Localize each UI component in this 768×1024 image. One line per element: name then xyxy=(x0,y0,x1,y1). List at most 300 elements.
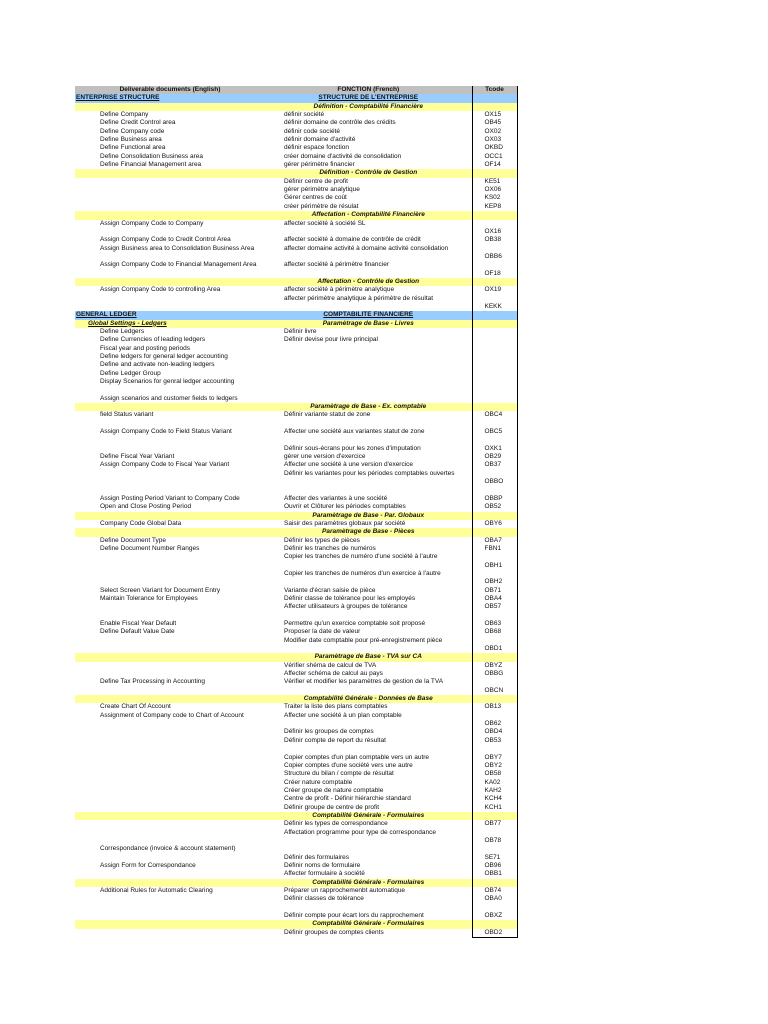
table-row xyxy=(75,854,517,862)
table-row xyxy=(75,912,517,920)
french-cell xyxy=(265,845,472,853)
table-row xyxy=(75,178,517,186)
english-cell xyxy=(75,854,265,862)
tcode-cell: KA02 xyxy=(472,779,517,787)
table-row xyxy=(75,420,517,428)
english-cell xyxy=(75,670,265,678)
english-cell: Additional Rules for Automatic Clearing xyxy=(100,887,213,894)
table-row xyxy=(75,795,517,803)
tcode-cell: OBBP xyxy=(472,495,517,503)
english-cell xyxy=(75,420,265,428)
tcode-cell: OBH2 xyxy=(472,570,517,587)
table-row xyxy=(75,603,517,611)
tcode-cell xyxy=(472,436,517,444)
french-cell: affecter périmètre analytique à périmètre de résultat xyxy=(284,294,434,302)
tcode-cell xyxy=(472,653,517,661)
french-cell: Définir les variantes pour les périodes comptables ouvertes xyxy=(284,469,455,477)
tcode-cell: OF18 xyxy=(472,261,517,278)
tcode-cell xyxy=(472,812,517,820)
tcode-cell: OX15 xyxy=(472,111,517,119)
french-cell: Comptabilité Générale - Formulaires xyxy=(265,879,472,887)
french-cell: Paramètrage de Base - Par. Globaux xyxy=(265,512,472,520)
french-cell: Créer groupe de nature comptable xyxy=(284,786,384,794)
table-row xyxy=(75,386,517,394)
french-cell: affecter domaine activité à domaine activité consolidation xyxy=(284,244,449,252)
tcode-cell: KEP8 xyxy=(472,203,517,211)
table-row xyxy=(75,203,517,211)
tcode-cell: OB62 xyxy=(472,712,517,729)
tcode-cell: KE51 xyxy=(472,178,517,186)
table-row xyxy=(75,820,517,828)
french-cell: gérer une version d'exercice xyxy=(284,453,366,461)
french-cell: Comptabilité Générale - Données de Base xyxy=(265,695,472,703)
french-cell: Copier comptes d'une société vers une autre xyxy=(284,761,413,769)
english-cell xyxy=(75,612,265,620)
table-row xyxy=(75,345,517,353)
tcode-cell: OBBG xyxy=(472,670,517,678)
english-cell xyxy=(75,895,265,903)
french-cell: définir domaine de contrôle des crédits xyxy=(284,119,396,127)
table-row xyxy=(75,804,517,812)
french-cell: Définir classes de tolérance xyxy=(284,895,364,903)
french-cell: Copier comptes d'un plan comptable vers un autre xyxy=(284,753,430,761)
table-row xyxy=(75,186,517,194)
french-cell: Affectation - Contrôle de Gestion xyxy=(265,278,472,286)
french-cell: Définition - Comptabilité Financière xyxy=(265,103,472,111)
table-row xyxy=(75,136,517,144)
english-cell: Assignment of Company code to Chart of Account xyxy=(100,711,244,719)
tcode-cell: OBY7 xyxy=(472,754,517,762)
french-cell: Structure du bilan / compte de résultat xyxy=(284,770,394,778)
table-row xyxy=(75,361,517,369)
english-cell: Assign scenarios and customer fields to ledgers xyxy=(100,394,238,402)
subsection-row xyxy=(75,528,517,536)
french-cell: Affecter une société à un plan comptable xyxy=(284,711,402,719)
table-row xyxy=(75,770,517,778)
english-cell: Fiscal year and posting periods xyxy=(100,344,190,352)
table-row xyxy=(75,754,517,762)
english-cell xyxy=(75,553,265,570)
french-cell: Définir les tranches de numéros xyxy=(284,544,376,552)
french-cell: Affecter des variantes à une société xyxy=(284,494,388,502)
tcode-cell: OKBD xyxy=(472,144,517,152)
english-cell: Assign Company Code to Field Status Variant xyxy=(100,428,232,436)
tcode-cell: OB78 xyxy=(472,829,517,846)
subsection-row xyxy=(75,320,517,328)
subsection-row xyxy=(75,211,517,219)
english-cell: Assign Company Code to Fiscal Year Variant xyxy=(100,461,230,469)
english-cell: Define Fiscal Year Variant xyxy=(100,453,175,461)
table-row xyxy=(75,286,517,294)
table-row xyxy=(75,929,517,938)
english-cell: Define and activate non-leading ledgers xyxy=(100,361,215,369)
french-cell: Proposer la date de valeur xyxy=(284,628,361,636)
english-cell: Company Code Global Data xyxy=(100,519,182,527)
french-cell: définir société xyxy=(284,111,325,119)
french-cell xyxy=(265,361,472,369)
tcode-cell: OB37 xyxy=(472,461,517,469)
french-cell: créer domaine d'activité de consolidation xyxy=(284,152,402,160)
english-cell xyxy=(75,754,265,762)
tcode-cell: OBXZ xyxy=(472,912,517,920)
french-cell: définir espace fonction xyxy=(284,144,350,152)
english-cell: Define Default Value Date xyxy=(100,628,175,636)
tcode-cell xyxy=(472,879,517,887)
english-cell: field Status variant xyxy=(100,411,154,419)
tcode-cell: SE71 xyxy=(472,854,517,862)
tcode-cell: OBYZ xyxy=(472,662,517,670)
french-cell: Ouvrir et Clôturer les périodes comptables xyxy=(284,503,406,511)
table-row xyxy=(75,411,517,419)
table-row xyxy=(75,678,517,695)
tcode-cell xyxy=(472,920,517,928)
tcode-cell: OB52 xyxy=(472,503,517,511)
english-cell: Select Screen Variant for Document Entry xyxy=(100,586,221,594)
french-cell: Comptabilité Générale - Formulaires xyxy=(265,920,472,928)
french-cell: Affecter utilisateurs à groupes de tolérance xyxy=(284,603,408,611)
table-row xyxy=(75,670,517,678)
table-header-row xyxy=(75,86,517,94)
french-cell: affecter société à domaine de contrôle de crédit xyxy=(284,236,421,244)
english-cell: Correspondance (invoice & account statement) xyxy=(100,845,236,853)
tcode-cell: OB53 xyxy=(472,737,517,745)
english-cell: Define Company code xyxy=(100,127,165,135)
french-cell: Préparer un rapprochemenbt automatique xyxy=(284,887,406,894)
english-cell xyxy=(75,762,265,770)
table-row xyxy=(75,570,517,587)
english-cell xyxy=(75,787,265,795)
table-row xyxy=(75,612,517,620)
english-cell xyxy=(75,637,265,654)
tcode-cell xyxy=(472,386,517,394)
tcode-cell xyxy=(472,311,517,319)
tcode-cell: OX03 xyxy=(472,136,517,144)
english-cell xyxy=(75,386,265,394)
tcode-cell: OB96 xyxy=(472,862,517,870)
table-row xyxy=(75,453,517,461)
french-cell: Définir compte de report du résultat xyxy=(284,736,386,744)
tcode-cell: OBA0 xyxy=(472,895,517,903)
english-cell xyxy=(75,295,265,312)
tcode-cell xyxy=(472,211,517,219)
tcode-cell xyxy=(472,695,517,703)
table-row xyxy=(75,445,517,453)
english-cell xyxy=(75,194,265,202)
tcode-cell: OX19 xyxy=(472,286,517,294)
table-row xyxy=(75,119,517,127)
table-row xyxy=(75,395,517,403)
tcode-cell xyxy=(472,370,517,378)
french-cell: affecter société à périmètre analytique xyxy=(284,286,395,294)
header-french: FONCTION (French) xyxy=(265,86,472,94)
french-cell: Définir livre xyxy=(284,327,317,335)
table-row xyxy=(75,503,517,511)
tcode-cell: OBCN xyxy=(472,678,517,695)
tcode-cell: OBB1 xyxy=(472,870,517,878)
english-cell: ENTERPRISE STRUCTURE xyxy=(75,94,265,102)
tcode-cell: KAH2 xyxy=(472,787,517,795)
table-row xyxy=(75,470,517,487)
tcode-cell: OBB6 xyxy=(472,245,517,262)
table-row xyxy=(75,762,517,770)
english-cell xyxy=(75,770,265,778)
tcode-cell xyxy=(472,528,517,536)
english-cell xyxy=(75,603,265,611)
english-cell: Assign Business area to Consolidation Business Area xyxy=(100,244,255,252)
english-cell xyxy=(75,653,265,661)
english-cell: Define Tax Processing in Accounting xyxy=(100,678,206,686)
french-cell: Paramètrage de Base - Livres xyxy=(265,320,472,328)
tcode-cell xyxy=(472,420,517,428)
table-row xyxy=(75,520,517,528)
english-cell: Define Consolidation Business area xyxy=(100,152,203,160)
english-cell xyxy=(75,829,265,846)
table-row xyxy=(75,779,517,787)
tcode-cell: KCH4 xyxy=(472,795,517,803)
french-cell: définir domaine d'activité xyxy=(284,136,356,144)
english-cell xyxy=(75,169,265,177)
table-row xyxy=(75,161,517,169)
tcode-cell: OB13 xyxy=(472,703,517,711)
table-row xyxy=(75,628,517,636)
tcode-cell xyxy=(472,361,517,369)
section-row xyxy=(75,94,517,102)
table-row xyxy=(75,144,517,152)
table-row xyxy=(75,128,517,136)
english-cell: Create Chart Of Account xyxy=(100,703,171,711)
subsection-row xyxy=(75,403,517,411)
header-tcode: Tcode xyxy=(472,86,517,94)
french-cell: définir code société xyxy=(284,127,341,135)
tcode-cell xyxy=(472,395,517,403)
french-cell: STRUCTURE DE L'ENTREPRISE xyxy=(265,94,472,102)
english-cell: Enable Fiscal Year Default xyxy=(100,620,177,627)
english-cell: Assign Form for Correspondance xyxy=(100,861,196,869)
english-cell xyxy=(75,695,265,703)
english-cell xyxy=(75,103,265,111)
french-cell: gérer périmètre financier xyxy=(284,161,355,169)
table-row xyxy=(75,587,517,595)
table-row xyxy=(75,887,517,895)
tcode-cell xyxy=(472,378,517,386)
french-cell: Définir compte pour écart lors du rapprochement xyxy=(284,912,424,920)
tcode-cell xyxy=(472,845,517,853)
english-cell xyxy=(75,403,265,411)
tcode-cell: OB74 xyxy=(472,887,517,895)
tcode-cell: KEKK xyxy=(472,295,517,312)
english-cell xyxy=(75,186,265,194)
english-cell xyxy=(75,920,265,928)
tcode-cell xyxy=(472,320,517,328)
english-cell xyxy=(75,211,265,219)
tcode-cell: OBD4 xyxy=(472,728,517,736)
english-cell: Define Financial Management area xyxy=(100,161,202,169)
subsection-row xyxy=(75,812,517,820)
french-cell xyxy=(265,487,472,495)
tcode-cell: OBD2 xyxy=(472,929,517,938)
french-cell xyxy=(265,395,472,403)
english-cell xyxy=(75,879,265,887)
english-cell xyxy=(75,737,265,745)
table-row xyxy=(75,845,517,853)
tcode-cell xyxy=(472,278,517,286)
tcode-cell: OB63 xyxy=(472,620,517,628)
french-cell: Définir groupes de comptes clients xyxy=(284,928,384,936)
french-cell xyxy=(265,904,472,912)
table-row xyxy=(75,728,517,736)
tcode-cell: OBA7 xyxy=(472,537,517,545)
english-cell: Define Credit Control area xyxy=(100,119,176,127)
english-cell: Define Ledger Group xyxy=(100,369,161,377)
table-row xyxy=(75,495,517,503)
french-cell xyxy=(265,612,472,620)
french-cell: affecter société à société SL xyxy=(284,219,366,227)
tcode-cell: FBN1 xyxy=(472,545,517,553)
french-cell: Modifier date comptable pour pré-enregistrement pièce xyxy=(284,636,443,644)
table-row xyxy=(75,378,517,386)
english-cell xyxy=(75,278,265,286)
french-cell: Définir devise pour livre principal xyxy=(284,336,378,344)
table-row xyxy=(75,295,517,312)
english-cell: Display Scenarios for genral ledger accounting xyxy=(100,378,235,386)
english-cell xyxy=(75,804,265,812)
english-cell: Define ledgers for general ledger accounting xyxy=(100,353,228,360)
french-cell: COMPTABILITE FINANCIERE xyxy=(265,311,472,319)
english-cell: Define Business area xyxy=(100,136,162,144)
table-row xyxy=(75,904,517,912)
tcode-cell: OB58 xyxy=(472,770,517,778)
french-cell xyxy=(265,353,472,361)
tcode-cell xyxy=(472,328,517,336)
english-cell xyxy=(75,745,265,753)
french-cell: Copier les tranches de numéro d'une société à l'autre xyxy=(284,553,438,561)
tcode-cell xyxy=(472,94,517,102)
tcode-cell: OB38 xyxy=(472,236,517,244)
french-cell: Paramètrage de Base - TVA sur CA xyxy=(265,653,472,661)
tcode-cell xyxy=(472,169,517,177)
tcode-cell xyxy=(472,745,517,753)
table-row xyxy=(75,353,517,361)
french-cell: gérer périmètre analytique xyxy=(284,186,360,194)
tcode-cell: OBBO xyxy=(472,470,517,487)
tcode-cell: OXK1 xyxy=(472,445,517,453)
french-cell: affecter société à périmètre financier xyxy=(284,261,390,269)
tcode-cell: OBA4 xyxy=(472,595,517,603)
french-cell: Définir des formulaires xyxy=(284,853,350,861)
tcode-cell xyxy=(472,345,517,353)
french-cell xyxy=(265,436,472,444)
english-cell: Define Functional area xyxy=(100,144,166,152)
tcode-cell: OBH1 xyxy=(472,553,517,570)
table-row xyxy=(75,829,517,846)
english-cell: Global Settings - Ledgers xyxy=(75,320,265,328)
table-row xyxy=(75,620,517,628)
english-cell xyxy=(75,470,265,487)
french-cell: Saisir des paramètres globaux par société xyxy=(284,519,406,527)
subsection-row xyxy=(75,169,517,177)
english-cell: Assign Company Code to Financial Management Area xyxy=(100,261,257,269)
french-cell: Vérifier et modifier les paramètres de gestion de la TVA xyxy=(284,678,444,686)
tcode-cell xyxy=(472,103,517,111)
table-row xyxy=(75,153,517,161)
french-cell: Définition - Contrôle de Gestion xyxy=(265,169,472,177)
english-cell xyxy=(75,728,265,736)
tcode-table xyxy=(75,86,518,938)
tcode-cell: OB45 xyxy=(472,119,517,127)
table-row xyxy=(75,637,517,654)
english-cell xyxy=(75,779,265,787)
tcode-cell xyxy=(472,612,517,620)
tcode-cell: OBC4 xyxy=(472,411,517,419)
english-cell xyxy=(75,820,265,828)
subsection-row xyxy=(75,879,517,887)
table-row xyxy=(75,461,517,469)
french-cell xyxy=(265,420,472,428)
english-cell xyxy=(75,203,265,211)
tcode-cell: KS02 xyxy=(472,194,517,202)
french-cell: Définir groupe de centre de profit xyxy=(284,803,380,811)
tcode-cell xyxy=(472,487,517,495)
english-cell xyxy=(75,512,265,520)
subsection-row xyxy=(75,512,517,520)
table-row xyxy=(75,787,517,795)
french-cell: Définir classe de tolérance pour les employés xyxy=(284,594,416,602)
table-row xyxy=(75,220,517,237)
french-cell: Définir les types de pièces xyxy=(284,536,360,544)
tcode-cell xyxy=(472,353,517,361)
french-cell: Créer nature comptable xyxy=(284,778,353,786)
subsection-row xyxy=(75,653,517,661)
french-cell: Permettre qu'un exercice comptable soit proposé xyxy=(284,620,426,627)
tcode-cell: OBD1 xyxy=(472,637,517,654)
french-cell: Définir sous-écrans pour les zones d'imputation xyxy=(284,444,421,452)
tcode-cell xyxy=(472,336,517,344)
french-cell: Définir les groupes de comptes xyxy=(284,728,374,736)
french-cell: Définir les types de correspondance xyxy=(284,820,388,828)
english-cell xyxy=(75,528,265,536)
table-row xyxy=(75,245,517,262)
section-row xyxy=(75,311,517,319)
french-cell xyxy=(265,745,472,753)
english-cell: Assign Posting Period Variant to Company Code xyxy=(100,494,240,502)
french-cell: Définir variante statut de zone xyxy=(284,411,371,419)
table-row xyxy=(75,553,517,570)
tcode-cell: OB57 xyxy=(472,603,517,611)
tcode-cell: OX06 xyxy=(472,186,517,194)
subsection-row xyxy=(75,695,517,703)
french-cell: Gérer centres de coût xyxy=(284,194,347,202)
english-cell xyxy=(75,570,265,587)
english-cell xyxy=(75,445,265,453)
table-row xyxy=(75,537,517,545)
french-cell: Affectation - Comptabilité Financière xyxy=(265,211,472,219)
french-cell: Affectation programme pour type de correspondance xyxy=(284,828,436,836)
table-row xyxy=(75,595,517,603)
tcode-cell: OBY2 xyxy=(472,762,517,770)
table-row xyxy=(75,261,517,278)
english-cell: Assign Company Code to Credit Control Area xyxy=(100,236,231,244)
table-row xyxy=(75,436,517,444)
table-row xyxy=(75,370,517,378)
french-cell: Affecter une société à une version d'exercice xyxy=(284,461,414,469)
french-cell: Vérifier shéma de calcul de TVA xyxy=(284,661,377,669)
english-cell: Define Company xyxy=(100,111,149,119)
french-cell xyxy=(265,386,472,394)
table-row xyxy=(75,662,517,670)
table-row xyxy=(75,428,517,436)
table-row xyxy=(75,545,517,553)
table-row xyxy=(75,328,517,336)
